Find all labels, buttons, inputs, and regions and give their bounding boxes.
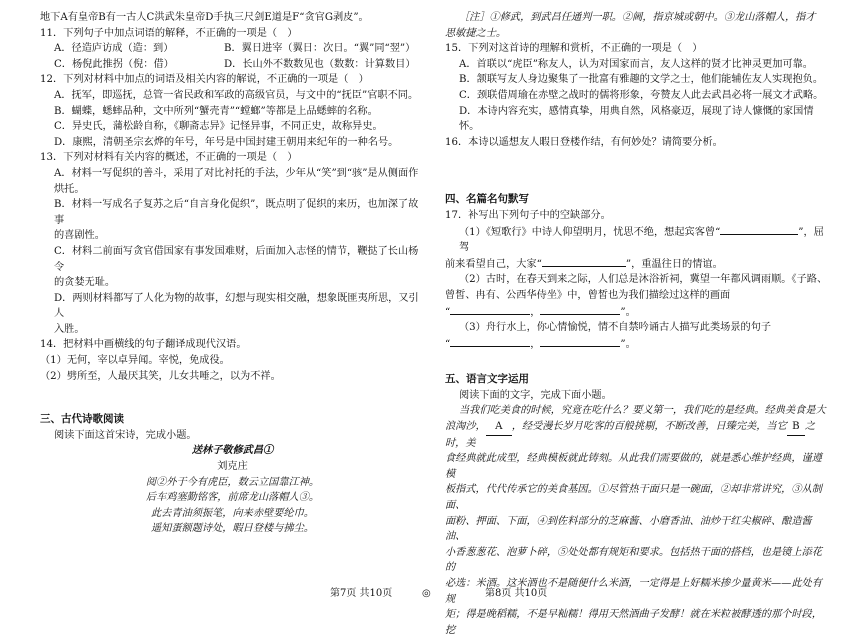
q11-stem: 11．下列句子中加点词语的解释，不正确的一项是（ ） bbox=[40, 27, 298, 39]
q12-stem: 12．下列对材料中加点的词语及相关内容的解说，不正确的一项是（ ） bbox=[40, 74, 369, 86]
q13-option-d-cont: 入胜。 bbox=[54, 323, 85, 335]
page-number-left: 第7页 共10页 bbox=[330, 588, 393, 599]
passage-line-4: 板指式，代代传承它的美食基因。①尽管热干面只是一碗面，②却非常讲究，③从制面、 bbox=[445, 484, 822, 512]
passage-line-3: 食经典就此成型，经典模板就此铸刻。从此我们需要做的，就是悉心维护经典，谨遵模 bbox=[445, 453, 822, 480]
section-5-heading: 五、语言文字运用 bbox=[445, 373, 529, 386]
q13-stem: 13．下列对材料有关内容的概述，不正确的一项是（ ） bbox=[40, 152, 298, 164]
passage-line-8: 矩；得是晚稻糯，不是早籼糯！得用天然酒曲子发酵！就在米粒被酵透的那个时段，挖 bbox=[445, 609, 822, 636]
passage-line-1: 当我们吃美食的时候，究竟在吃什么？要义第一，我们吃的是经典。经典美食是大 bbox=[459, 405, 826, 417]
quote-close: ”。 bbox=[620, 306, 636, 318]
q11-option-d[interactable]: D．长山外不数数见也（数数：计算数目） bbox=[224, 58, 416, 70]
q12-option-d[interactable]: D．康熙，清朝圣宗玄烨的年号，年号是中国封建王朝用来纪年的一种名号。 bbox=[54, 136, 399, 148]
q13-option-a[interactable]: A．材料一写促织的善斗，采用了对比衬托的手法，少年从“笑”到“骇”是从侧面作 bbox=[54, 167, 419, 179]
q14-stem: 14．把材料中画横线的句子翻译成现代汉语。 bbox=[40, 339, 247, 351]
section-5-intro: 阅读下面的文字，完成下面小题。 bbox=[459, 389, 612, 401]
page-center-mark: ◎ bbox=[422, 588, 431, 599]
q13-option-b-cont: 的喜剧性。 bbox=[54, 230, 105, 242]
passage-line-6: 小香葱葱花、泡萝卜碎，⑤处处都有规矩和要求。包括热干面的搭档，也是镜上添花的 bbox=[445, 546, 822, 574]
poem-line-4: 遥知蛋额题诗处，暇日登楼与拂尘。 bbox=[151, 523, 314, 535]
q11-option-b[interactable]: B．翼日进宰（翼日：次日。“翼”同“翌”） bbox=[224, 43, 416, 55]
q17-item-2-blanks bbox=[445, 304, 830, 321]
q17-item-1-text-end: ”，屈驾 bbox=[459, 226, 824, 254]
q17-item-1-cont bbox=[445, 256, 830, 273]
q16-stem: 16．本诗以遥想友人暇日登楼作结，有何妙处？请简要分析。 bbox=[445, 136, 723, 148]
q17-blank[interactable] bbox=[540, 304, 620, 315]
passage-line-5: 面粉、押面、下面，④到佐料部分的芝麻酱、小磨香油、油炒干红尖椒碎、酿造酱油、 bbox=[445, 515, 812, 543]
quote-open: “ bbox=[445, 338, 451, 350]
q17-stem: 17．补写出下列句子中的空缺部分。 bbox=[445, 209, 611, 221]
q17-item-2: （2）古时，在春天到来之际，人们总是沐浴祈祠，冀望一年都风调雨顺。《子路、 bbox=[459, 274, 828, 286]
passage-text: 浪淘沙， bbox=[445, 421, 486, 433]
blank-a[interactable]: A bbox=[486, 419, 512, 436]
poem-line-2: 后车鸡塞勤铭客，前席龙山落帽人③。 bbox=[145, 492, 320, 504]
poem-author: 刘克庄 bbox=[217, 461, 248, 473]
q15-option-b[interactable]: B．颔联写友人身边聚集了一批富有雅趣的文学之士，他们能辅佐友人实现抱负。 bbox=[459, 74, 824, 86]
q14-sentence-1: （1）无何，宰以卓异闻。宰悦，免成役。 bbox=[40, 355, 230, 367]
q17-blank[interactable] bbox=[542, 256, 626, 267]
left-column bbox=[40, 10, 425, 537]
q13-option-c[interactable]: C．材料二前面写贪官借国家有事发国难财，后面加入志怪的情节，鞭挞了长山杨令 bbox=[54, 245, 419, 273]
q17-item-1-text: （1）《短歌行》中诗人仰望明月，忧思不绝，想起宾客曾“ bbox=[459, 226, 721, 238]
q13-option-c-cont: 的贪婪无耻。 bbox=[54, 277, 116, 289]
q15-option-c[interactable]: C．颈联借周瑜在赤壁之战时的儒将形象，夸赞友人此去武昌必将一展文才武略。 bbox=[459, 89, 824, 101]
poem-note-cont: 思敏捷之士。 bbox=[445, 27, 507, 39]
q11-option-c[interactable]: C．杨倪此推拐（倪：借） bbox=[54, 58, 174, 70]
quote-open: “ bbox=[445, 306, 451, 318]
q17-item-1-cont-end: ”，重温往日的情谊。 bbox=[625, 258, 723, 270]
q17-item-1 bbox=[445, 224, 830, 256]
comma: ， bbox=[530, 338, 541, 350]
q11-option-a[interactable]: A．径造庐访成（造：到） bbox=[54, 43, 174, 55]
passage-text: ，经受漫长岁月吃客的百般挑剔，不断改善，日臻完美，当它 bbox=[511, 421, 787, 433]
q17-blank[interactable] bbox=[540, 336, 620, 347]
poem-note: ［注］①修武，到武昌任通判一职。②阃，指京城或朝中。③龙山落帽人，指才 bbox=[459, 12, 816, 23]
q13-option-b[interactable]: B．材料一写成名子复苏之后“自言身化促织”，既点明了促织的来历，也加深了故事 bbox=[54, 199, 419, 226]
q13-option-d[interactable]: D．两则材料都写了人化为物的故事，幻想与现实相交融，想象既匪夷所思，又引人 bbox=[54, 292, 419, 320]
passage-line-7: 必选：米酒。这米酒也不是随便什么米酒，一定得是上好糯米掺少量黄米——此处有规 bbox=[445, 578, 822, 605]
comma: ， bbox=[530, 306, 541, 318]
q17-blank[interactable] bbox=[450, 336, 530, 347]
q15-option-a[interactable]: A．首联以“虎臣”称友人，认为对国家而言，友人这样的贤才比神灵更加可靠。 bbox=[459, 58, 813, 70]
q12-option-b[interactable]: B．蝴蝶，蟋蟀品种，文中所列“蟹壳青”“螳螂”等都是上品蟋蟀的名称。 bbox=[54, 105, 378, 117]
quote-close: ”。 bbox=[620, 338, 636, 350]
q15-stem: 15．下列对这首诗的理解和赏析，不正确的一项是（ ） bbox=[445, 43, 703, 55]
q11-options bbox=[40, 41, 425, 72]
q15-option-d[interactable]: D．本诗内容充实，感情真挚，用典自然，风格豪迈，展现了诗人慷慨的家国情怀。 bbox=[459, 105, 814, 133]
poem-line-3: 此去青油须振笔，向来赤壁要纶巾。 bbox=[151, 507, 314, 519]
poem-title: 送林子敬修武昌① bbox=[191, 444, 274, 457]
q17-item-3: （3）舟行水上，你心情愉悦，情不自禁吟诵古人描写此类场景的句子 bbox=[459, 322, 772, 334]
q17-item-2-cont: 曾皙、冉有、公西华侍坐》中，曾皙也为我们描绘过这样的画面 bbox=[445, 289, 731, 301]
passage-tail: 地下A有皇帝B有一古人C洪武朱皇帝D手执三尺剑E道是F“贪官G剥皮”。 bbox=[40, 12, 369, 23]
page-number-right: 第8页 共10页 bbox=[485, 588, 548, 599]
q12-option-a[interactable]: A．抚军，即巡抚，总管一省民政和军政的高级官员，与文中的“抚臣”官职不同。 bbox=[54, 89, 419, 101]
poem-line-1: 阅②外于今有虎臣，数云立国靠江神。 bbox=[145, 476, 320, 488]
q13-option-a-cont: 烘托。 bbox=[54, 183, 85, 195]
q17-blank[interactable] bbox=[720, 224, 798, 235]
right-column bbox=[445, 10, 830, 638]
q17-item-1-cont-text: 前来看望自己，大家“ bbox=[445, 258, 542, 270]
q12-option-c[interactable]: C．异史氏，蒲松龄自称，《聊斋志异》记怪异事，不同正史，故称异史。 bbox=[54, 121, 383, 133]
blank-b[interactable]: B bbox=[787, 419, 805, 436]
q17-blank[interactable] bbox=[450, 304, 530, 315]
q14-sentence-2: （2）劈所至，人最厌其笑，儿女共唾之，以为不祥。 bbox=[40, 370, 281, 382]
section-4-heading: 四、名篇名句默写 bbox=[445, 193, 529, 206]
section-3-intro: 阅读下面这首宋诗，完成小题。 bbox=[54, 429, 197, 441]
passage-text: 之时，美 bbox=[445, 421, 815, 449]
passage-line-2 bbox=[445, 419, 830, 451]
q17-item-3-blanks bbox=[445, 336, 830, 353]
section-3-heading: 三、古代诗歌阅读 bbox=[40, 413, 124, 426]
